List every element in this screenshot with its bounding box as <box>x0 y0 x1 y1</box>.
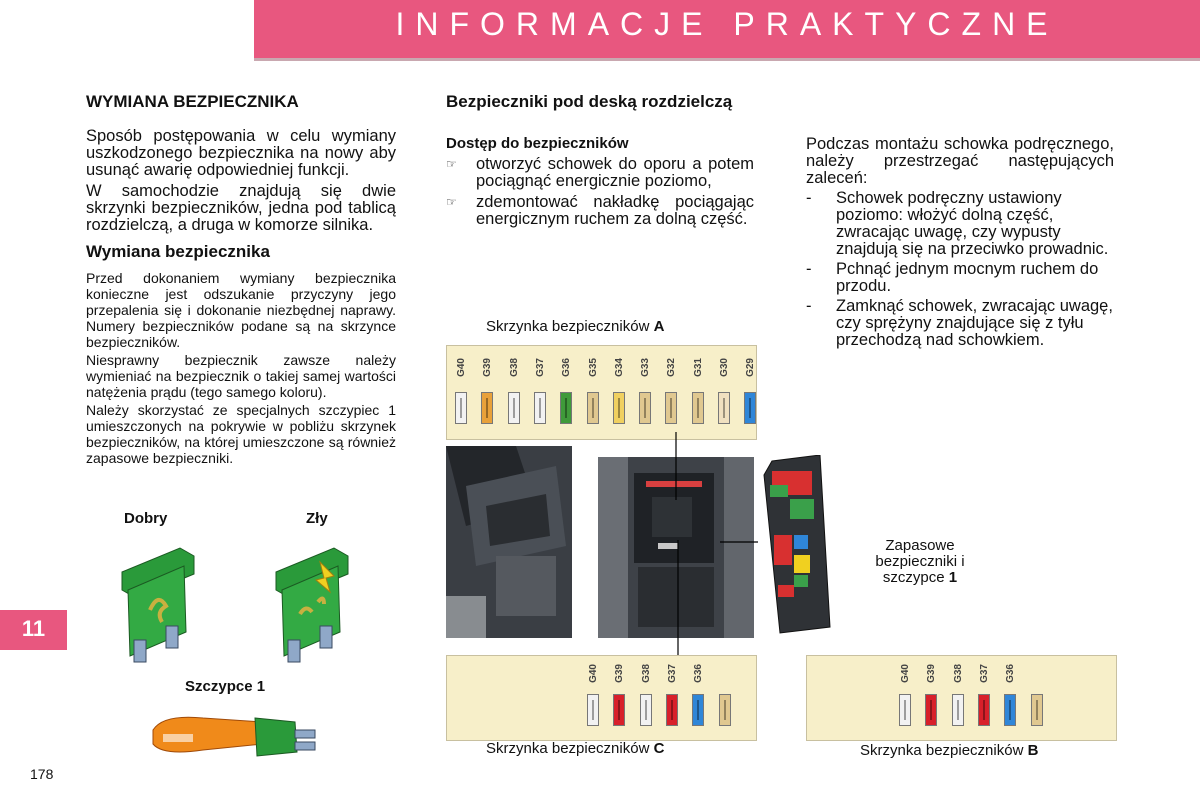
install-steps <box>806 190 1114 349</box>
list-item: - Zamknąć schowek, zwracając uwagę, czy sprężyny znajdujące się z tyłu przechodzą nad schowkiem. <box>806 297 1113 349</box>
fuse-slot <box>455 392 467 424</box>
page-header <box>254 0 1200 61</box>
access-block <box>446 135 754 232</box>
fuse-slot <box>613 694 625 726</box>
pointing-hand-icon: ☞ <box>446 195 457 209</box>
fuse-slot <box>481 392 493 424</box>
fuse-label: G36 <box>1005 664 1017 683</box>
fuse-slot <box>534 392 546 424</box>
pliers-label: Szczypce 1 <box>185 678 266 695</box>
page-title: INFORMACJE PRAKTYCZNE <box>395 6 1059 42</box>
fuse-label: G38 <box>640 664 652 683</box>
fuse-label: G31 <box>692 358 704 377</box>
fuse-slot <box>665 392 677 424</box>
fuse-label: G33 <box>640 358 652 377</box>
paragraph: W samochodzie znajdują się dwie skrzynki bezpieczników, jedna pod tablicą rozdzielczą, a druga w komorze silnika. <box>86 182 396 234</box>
fuse-slot <box>587 392 599 424</box>
pliers-icon <box>145 708 325 768</box>
fuse-label: G40 <box>900 664 911 683</box>
fuse-slot <box>744 392 756 424</box>
fuse-slot <box>952 694 964 726</box>
box-c-caption: Skrzynka bezpieczników C <box>486 740 665 757</box>
list-item: ☞ zdemontować nakładkę pociągając energicznym ruchem za dolną część. <box>446 193 754 228</box>
fuse-slot <box>640 694 652 726</box>
bad-fuse-label: Zły <box>306 510 328 527</box>
fuse-slot <box>560 392 572 424</box>
section-title: WYMIANA BEZPIECZNIKA <box>86 92 299 111</box>
fuse-slot <box>587 694 599 726</box>
box-b-caption: Skrzynka bezpieczników B <box>860 742 1039 759</box>
chapter-number: 11 <box>21 616 46 641</box>
fuse-label: G37 <box>534 358 546 377</box>
fuse-slot <box>692 392 704 424</box>
paragraph: Podczas montażu schowka podręcznego, należy przestrzegać następujących zaleceń: <box>806 135 1114 187</box>
paragraph: Należy skorzystać ze specjalnych szczypiec 1 umieszczonych na pokrywie w pobliżu skrzynek bezpieczników, na której umieszczone są również zapasowe bezpieczniki. <box>86 402 396 466</box>
fuse-box-c <box>446 655 757 741</box>
fuse-label: G30 <box>719 358 730 377</box>
fuse-label: G37 <box>666 664 678 683</box>
fuse-label: G40 <box>456 358 467 377</box>
fuse-slot <box>666 694 678 726</box>
glovebox-image <box>446 446 572 638</box>
fuse-slot <box>1004 694 1016 726</box>
fuse-label: G38 <box>952 664 964 683</box>
subsection-title: Wymiana bezpiecznika <box>86 242 270 261</box>
fuse-slot <box>692 694 704 726</box>
access-steps <box>446 156 754 228</box>
good-fuse-icon <box>118 540 198 665</box>
good-fuse-label: Dobry <box>124 510 168 527</box>
paragraph: Niesprawny bezpiecznik zawsze należy wymieniać na bezpiecznik o takiej samej wartości natężenia prądu (tego samego koloru). <box>86 352 396 400</box>
fuse-label: G39 <box>614 664 626 683</box>
fuse-label: G40 <box>588 664 599 683</box>
fuse-slot <box>925 694 937 726</box>
fuse-slot <box>613 392 625 424</box>
middle-column <box>446 92 846 112</box>
fuse-label: G38 <box>508 358 520 377</box>
fuse-label: G34 <box>613 358 625 377</box>
access-title: Dostęp do bezpieczników <box>446 135 629 152</box>
fuse-box-b <box>806 655 1117 741</box>
paragraph: Przed dokonaniem wymiany bezpiecznika konieczne jest odszukanie przyczyny jego przepalenia się i dokonanie niezbędnej naprawy. Numery bezpieczników podane są na skrzynce bezpieczników. <box>86 270 396 350</box>
bad-fuse-icon <box>272 540 352 665</box>
fuse-slot <box>978 694 990 726</box>
paragraph: Sposób postępowania w celu wymiany uszkodzonego bezpiecznika na nowy aby usunąć awarię odpowiedniej funkcji. <box>86 127 396 179</box>
leader-lines <box>600 430 760 670</box>
page-number: 178 <box>30 766 54 782</box>
fuse-label: G36 <box>561 358 573 377</box>
fuse-slot <box>508 392 520 424</box>
section-title: Bezpieczniki pod deską rozdzielczą <box>446 92 733 111</box>
fuse-slot <box>718 392 730 424</box>
fuse-slot <box>1031 694 1043 726</box>
pointing-hand-icon: ☞ <box>446 157 457 171</box>
list-item: - Pchnąć jednym mocnym ruchem do przodu. <box>806 260 1099 295</box>
fuse-label: G39 <box>482 358 494 377</box>
fuse-label: G32 <box>666 358 678 377</box>
fuse-label: G36 <box>693 664 705 683</box>
list-item: - Schowek podręczny ustawiony poziomo: włożyć dolną część, zwracając uwagę, czy wypusty znajdują się na przeciwko prowadnic. <box>806 189 1109 258</box>
fuse-label: G39 <box>926 664 938 683</box>
fuse-cover-image <box>760 455 832 635</box>
fuse-label: G35 <box>587 358 599 377</box>
fuse-label: G29 <box>745 358 757 377</box>
box-a-caption: Skrzynka bezpieczników A <box>486 318 665 335</box>
fuse-slot <box>639 392 651 424</box>
spare-caption: Zapasowe bezpieczniki i szczypce 1 <box>875 537 965 586</box>
left-column <box>86 92 396 466</box>
fuse-slot <box>899 694 911 726</box>
fuse-slot <box>719 694 731 726</box>
glovebox-photo <box>446 446 572 638</box>
fuse-box-a <box>446 345 757 440</box>
list-item: ☞ otworzyć schowek do oporu a potem pociągnąć energicznie poziomo, <box>446 155 754 190</box>
fuse-label: G37 <box>978 664 990 683</box>
right-column <box>806 136 1114 352</box>
